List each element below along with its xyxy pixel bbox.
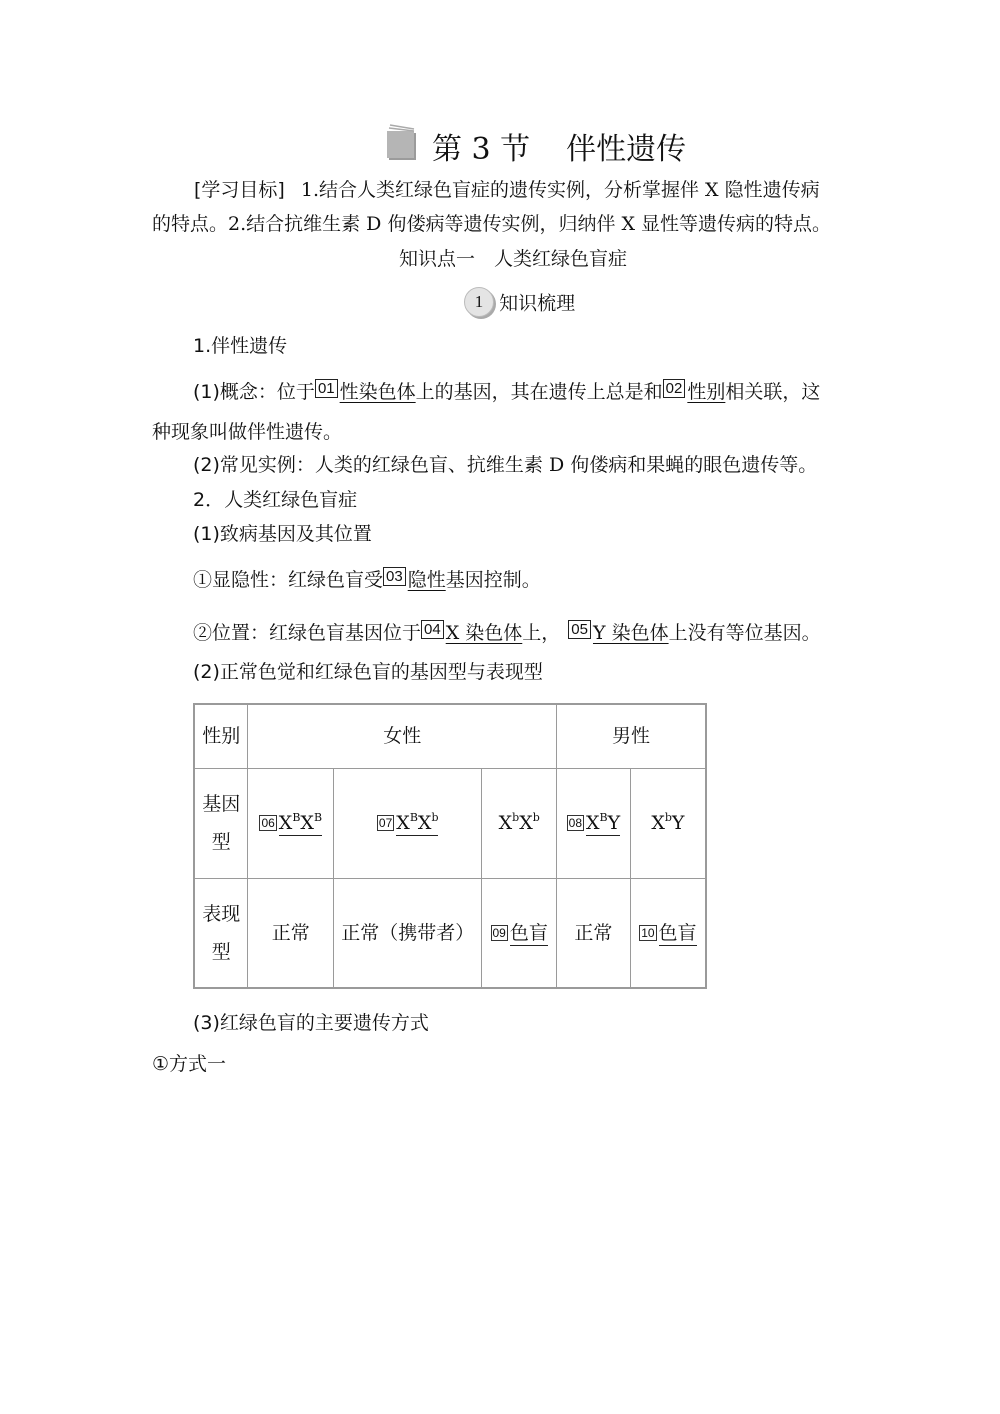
subheading-2: (2)正常色觉和红绿色盲的基因型与表现型 (193, 661, 543, 683)
table-row (194, 704, 706, 768)
header-genotype: 基因型 (194, 768, 248, 878)
objectives-line1: [学习目标] 1.结合人类红绿色盲症的遗传实例，分析掌握伴 X 隐性遗传病 (194, 179, 820, 201)
mode-1: ①方式一 (152, 1053, 227, 1075)
book-icon (386, 124, 418, 162)
answer-number-05: 05 (568, 620, 591, 639)
answer-05: Y 染色体 (592, 622, 669, 644)
genotype-cell: 06 $X^BX^B$ (248, 768, 334, 878)
phenotype-cell: 10 色盲 (630, 878, 706, 988)
header-phenotype: 表现型 (194, 878, 248, 988)
concept-line2: 种现象叫做伴性遗传。 (152, 421, 343, 443)
knowledge-point-heading: 知识点一 人类红绿色盲症 (399, 248, 628, 270)
section2-heading: 2．人类红绿色盲症 (193, 489, 358, 511)
objectives-label: [学习目标] (194, 179, 285, 201)
phenotype-cell: 正常（携带者） (334, 878, 482, 988)
header-male: 男性 (557, 704, 706, 768)
phenotype-cell: 正常 (557, 878, 631, 988)
page-title (432, 130, 686, 170)
genotype-cell: $X^bX^b$ (482, 768, 557, 878)
answer-number-04: 04 (421, 620, 444, 639)
answer-number-02: 02 (663, 379, 686, 398)
phenotype-cell: 正常 (248, 878, 334, 988)
answer-number-03: 03 (383, 567, 406, 586)
knowledge-sort-heading: 1 知识梳理 (464, 287, 575, 317)
examples-line: (2)常见实例：人类的红绿色盲、抗维生素 D 佝偻病和果蝇的眼色遗传等。 (193, 454, 818, 476)
concept-line1: (1)概念：位于 01 性染色体上的基因，其在遗传上总是和 02 性别相关联，这 (193, 380, 821, 403)
section-name: 伴性遗传 (566, 132, 687, 167)
genotype-phenotype-table (193, 703, 707, 989)
answer-number-01: 01 (315, 379, 338, 398)
table-row (194, 768, 706, 878)
genotype-cell: 07 $X^BX^b$ (334, 768, 482, 878)
table-row (194, 878, 706, 988)
genotype-cell: $X^bY$ (630, 768, 706, 878)
genotype-cell: 08 $X^BY$ (557, 768, 631, 878)
section1-heading: 1.伴性遗传 (193, 335, 288, 357)
objectives-line2: 的特点。2.结合抗维生素 D 佝偻病等遗传实例，归纳伴 X 显性等遗传病的特点。 (152, 213, 832, 235)
header-sex: 性别 (194, 704, 248, 768)
phenotype-cell: 09 色盲 (482, 878, 557, 988)
header-female: 女性 (248, 704, 557, 768)
subheading-3: (3)红绿色盲的主要遗传方式 (193, 1012, 429, 1034)
answer-02: 性别 (687, 381, 726, 403)
answer-03: 隐性 (407, 569, 446, 591)
answer-04: X 染色体 (445, 622, 523, 644)
section-number: 第 3 节 (432, 132, 531, 167)
circled-number-icon: 1 (464, 287, 494, 317)
subheading-1: (1)致病基因及其位置 (193, 523, 372, 545)
answer-01: 性染色体 (339, 381, 416, 403)
dominance-line: ①显隐性：红绿色盲受 03 隐性基因控制。 (193, 568, 541, 591)
position-line: ②位置：红绿色盲基因位于 04 X 染色体上， 05 Y 染色体上没有等位基因。 (193, 621, 821, 644)
